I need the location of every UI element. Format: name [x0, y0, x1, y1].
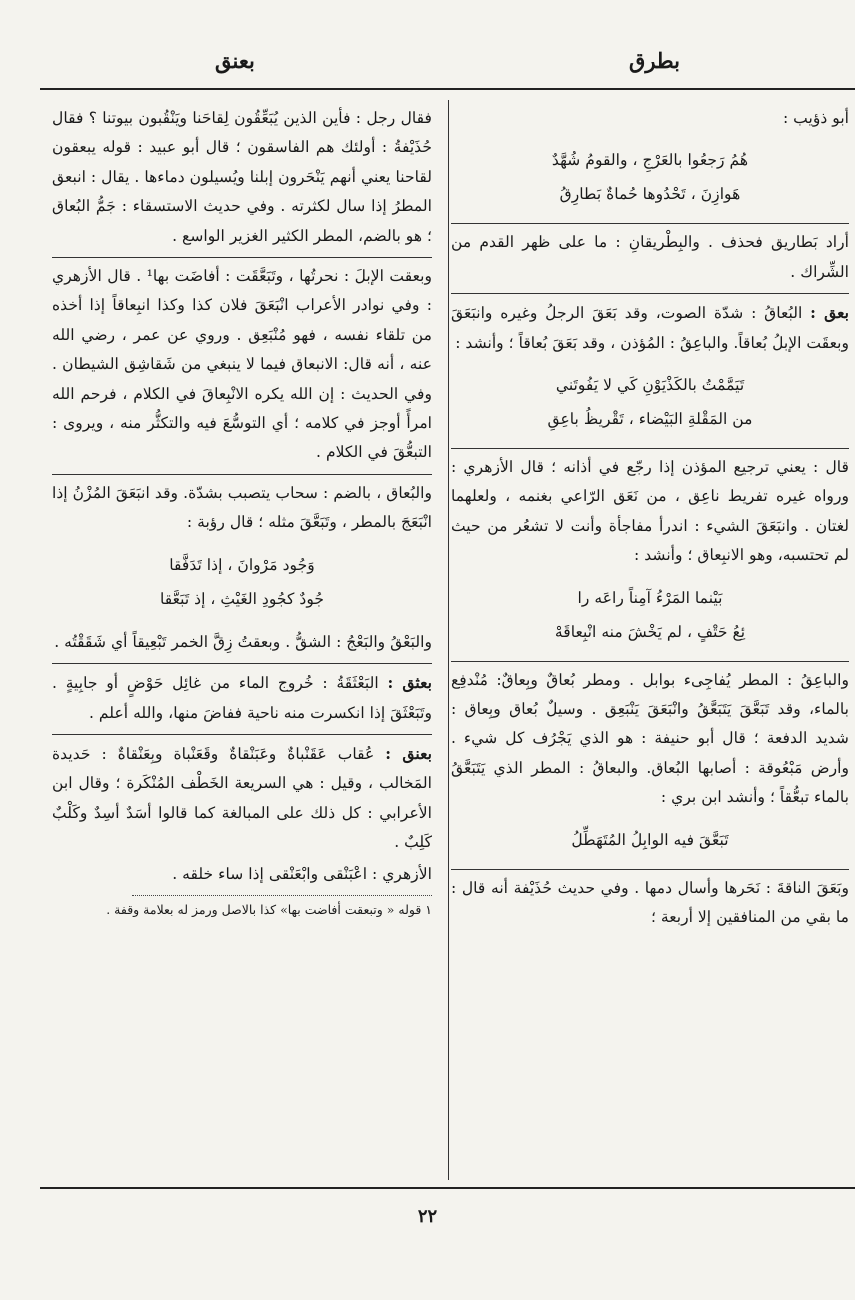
entry-baanaq [52, 739, 432, 858]
page-header [0, 48, 855, 88]
running-head-left: بعنق [215, 48, 255, 73]
entry-text: البَعْثَقَةُ : خُروج الماء من غائِل حَوْضٍ أو جابِيةٍ . وتَبَعْثَقَ إذا انكسرت منه ناحية ففاضَ منها، والله أعلم . [52, 674, 432, 722]
paragraph: الأزهري : اعْبَنْقى وابْعَنْقى إذا ساء خلقه . [172, 864, 432, 883]
footnote: ١ قوله « وتبعقت أفاضت بها» كذا بالاصل ورمز له بعلامة وقفة . [106, 901, 432, 917]
entry-separator [52, 663, 432, 664]
verse [451, 823, 849, 857]
paragraph: والباعِقُ : المطر يُفاجِىء بوابل . ومطر بُعاقٌ وبِعاقٌ: مُنْدفِع بالماء، وقد تَبَعَّقَ يَتَبَعَّقُ وانْبَعَقَ يَنْبَعِق . وسيلٌ بُعاق وبِعاق : شديد الدفعة ؛ قال أبو حنيفة : هو الذي يَجْرُف كل شيء . وأرض مَبْعُوقة : أصابها البُعاق. والبعاقُ : المطر الذي يَتَبَعَّقُ بالماء تبعُّقاً ؛ وأنشد ابن بري : [451, 670, 849, 807]
verse-line: تَيَمَّمْتُ بالكَذْيَوْنِ كَي لا يَفُوتَني [555, 376, 745, 395]
entry-headword: بعق : [810, 303, 849, 323]
entry-separator [451, 293, 849, 294]
entry-text: عُقاب عَقَنْباةٌ وعَبَنْقاةٌ وقَعَنْباة وبِعَنْقاةٌ : حَديدة المَخالب ، وقيل : هي السريعة الخَطْف المُنْكَرة ؛ وقال ابن الأعرابي : كل ذلك على المبالغة كما قالوا أسَدٌ أسِدٌ وكَلْبٌ كَلِبٌ . [52, 744, 432, 852]
verse-line: وَجُود مَرْوانَ ، إذا تَدَفَّقا [169, 555, 315, 574]
paragraph: أراد بَطاريق فحذف . والبِطْريقانِ : ما على ظهر القدم من الشِّراك . [451, 233, 849, 281]
footer-rule [40, 1187, 855, 1189]
verse [451, 143, 849, 211]
verse-line: من المَقْلةِ البَيْضاء ، تَقْريظُ باعِقِ [547, 410, 753, 429]
page-number: ٢٢ [417, 1206, 438, 1227]
verse [451, 581, 849, 649]
entry-headword: بعنق : [385, 743, 432, 763]
footnote-rule [132, 895, 432, 896]
paragraph: فقال رجل : فأين الذين يُبَعِّقُون لِقاحَنا ويَنْقُبون بيوتنا ؟ فقال حُذَيْفةُ : أولئك هم الفاسقون ؛ قال أبو عبيد : قوله يبعقون لقاحنا يعني أنهم يَنْحَرون إبلنا ويُسيلون دماءها . يقال : انبعق المطرُ إذا سال لكثرته . وفي حديث الاستسقاء : جَمُّ البُعاق ؛ هو بالضم، المطر الكثير الغزير الواسع . [52, 109, 432, 245]
right-column [451, 104, 849, 935]
running-head-right: بطرق [629, 48, 680, 73]
verse-line: جُودٌ كجُودِ الغَيْثِ ، إذ تَبَعَّقا [159, 589, 325, 608]
entry-separator [52, 474, 432, 475]
paragraph: والبَعْقُ والبَعْجُ : الشقُّ . وبعقتُ زِقَّ الخمر تَبْعِيقاً أي شَقَقْتُه . [54, 632, 432, 651]
entry-separator [52, 257, 432, 258]
verse [52, 548, 432, 616]
entry-bequ [451, 298, 849, 358]
entry-headword: بعثق : [387, 673, 432, 693]
paragraph: قال : يعني ترجيع المؤذن إذا رجّع في أذانه ؛ قال الأزهري : ورواه غيره تفريط ناعِق ، من نَعَق الرّاعي بغنمه ، ولعلهما لغتان . وانبَعَقَ الشيء : اندرأ مفاجأة وأنت لا تشعُر من حيث لم تحتسبه، وهو الانبِعاق ؛ وأنشد : [451, 458, 849, 565]
paragraph: أبو ذؤيب : [782, 109, 849, 127]
verse-line: هُمُ رَجعُوا بالعَرْجِ ، والقومُ شُهَّدٌ [551, 151, 749, 170]
verse-line: ئِعُ حَتْفٍ ، لم يَخْشَ منه انْبِعاقَهْ [554, 622, 746, 641]
entry-separator [451, 869, 849, 870]
verse-line: تَبَعَّقَ فيه الوابِلُ المُتَهَطِّلُ [571, 830, 729, 849]
entry-separator [52, 734, 432, 735]
entry-bathaq [52, 668, 432, 728]
entry-separator [451, 661, 849, 662]
paragraph: وبَعَقَ الناقةَ : نَحَرها وأسال دمها . وفي حديث حُذَيْفة أنه قال : ما بقي من المنافقين إلا أربعة ؛ [451, 878, 849, 927]
left-column [52, 104, 432, 922]
column-divider [448, 100, 449, 1180]
verse-line: بَيْنما المَرْءُ آمِناً راعَه را [577, 588, 723, 607]
paragraph: والبُعاق ، بالضم : سحاب يتصبب بشدّة. وقد انبَعَقَ المُزْنُ إذا انْبَعَجَ بالمطر ، وتَبَعَّقَ مثله ؛ قال رؤبة : [52, 483, 432, 532]
paragraph: وبعقت الإبلَ : نحرتُها ، وتَبَعَّقَت : أفاضَت بها¹ . قال الأزهري : وفي نوادر الأعراب انْبَعَقَ فلان كذا وكذا انبِعاقاً إذا أخذه من تلقاء نفسه ، فهو مُنْبَعِق . وروي عن عمر ، رضي الله عنه ، أنه قال: الانبعاق فيما لا ينبغي من شَقاشِق الشيطان . وفي الحديث : إن الله يكره الانْبِعاقَ في الكلام ، فرحم الله امرأً أوجز في كلامه ؛ أي التوسُّعَ فيه والتكثُّر منه ، ويروى : التبعُّقَ في الكلام . [52, 267, 432, 462]
entry-separator [451, 448, 849, 449]
verse [451, 368, 849, 436]
verse-line: هَوازِنَ ، تَحْدُوها حُماةٌ بَطارِقُ [559, 185, 741, 204]
entry-separator [451, 223, 849, 224]
entry-text: البُعاقُ : شدّة الصوت، وقد بَعَقَ الرجلُ وغيره وانبَعَقَ وبعقَت الإبلُ بُعاقاً. والباعِقُ : المُؤذن ، وقد بَعَقَ بُعاقاً ؛ وأنشد : [451, 304, 849, 352]
header-rule [40, 88, 855, 90]
